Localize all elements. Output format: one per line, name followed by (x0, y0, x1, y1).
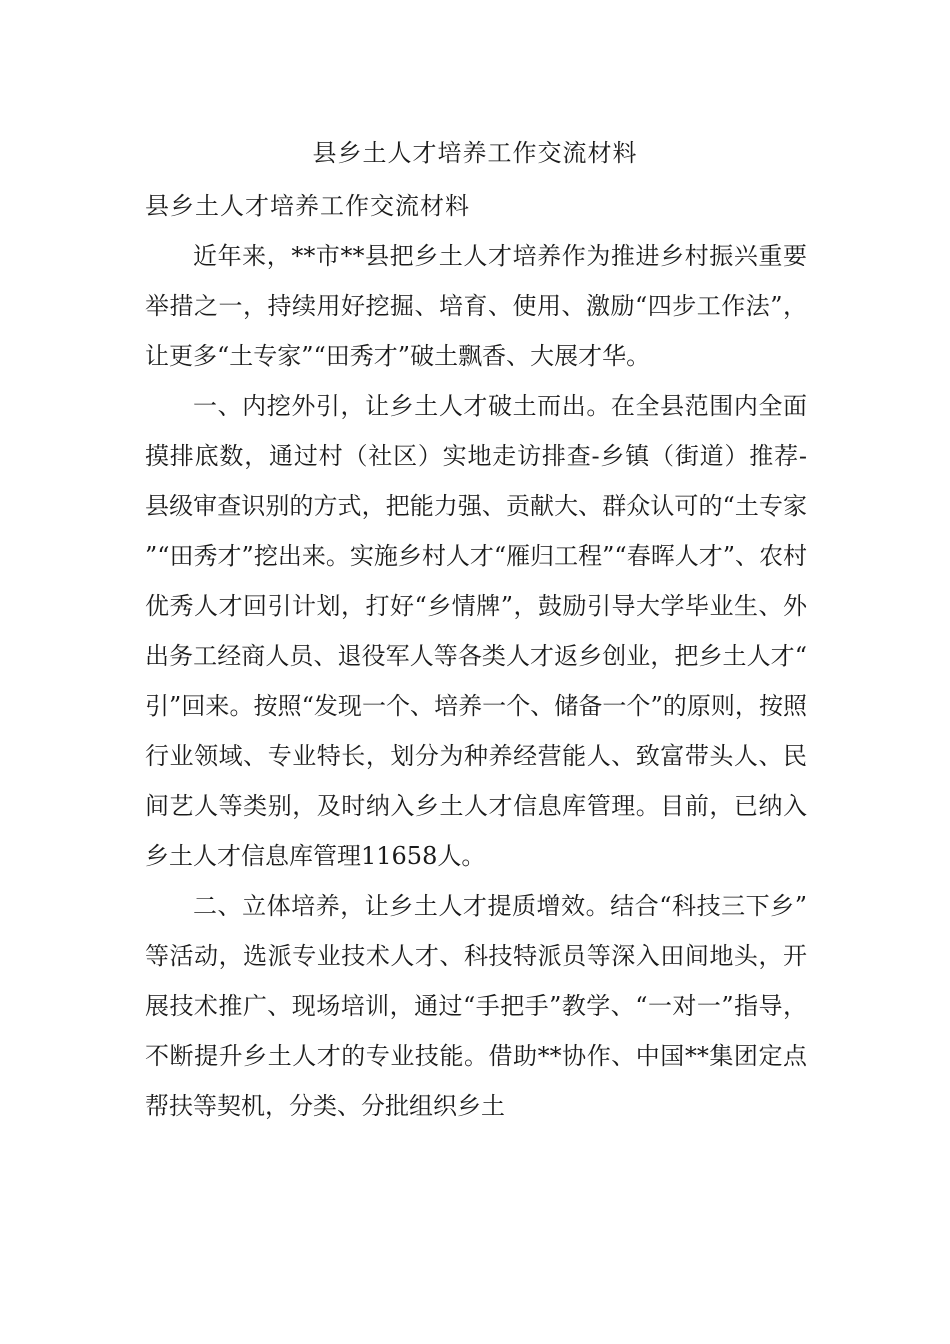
paragraph-section-one: 一、内挖外引，让乡土人才破土而出。在全县范围内全面摸排底数，通过村（社区）实地走访排查-乡镇（街道）推荐-县级审查识别的方式，把能力强、贡献大、群众认可的“土专家”“田秀才”挖出来。实施乡村人才“雁归工程”“春晖人才”、农村优秀人才回引计划，打好“乡情牌”，鼓励引导大学毕业生、外出务工经商人员、退役军人等各类人才返乡创业，把乡土人才“引”回来。按照“发现一个、培养一个、储备一个”的原则，按照行业领域、专业特长，划分为种养经营能人、致富带头人、民间艺人等类别，及时纳入乡土人才信息库管理。目前，已纳入乡土人才信息库管理11658人。 (145, 392, 807, 870)
paragraph-intro: 近年来，**市**县把乡土人才培养作为推进乡村振兴重要举措之一，持续用好挖掘、培育、使用、激励“四步工作法”，让更多“土专家”“田秀才”破土飘香、大展才华。 (145, 242, 807, 370)
paragraph-section-two: 二、立体培养，让乡土人才提质增效。结合“科技三下乡”等活动，选派专业技术人才、科技特派员等深入田间地头，开展技术推广、现场培训，通过“手把手”教学、“一对一”指导，不断提升乡土人才的专业技能。借助**协作、中国**集团定点帮扶等契机，分类、分批组织乡土 (145, 892, 807, 1120)
document-subtitle: 县乡土人才培养工作交流材料 (145, 192, 470, 220)
document-title: 县乡土人才培养工作交流材料 (312, 139, 638, 167)
document-body (145, 181, 807, 1131)
